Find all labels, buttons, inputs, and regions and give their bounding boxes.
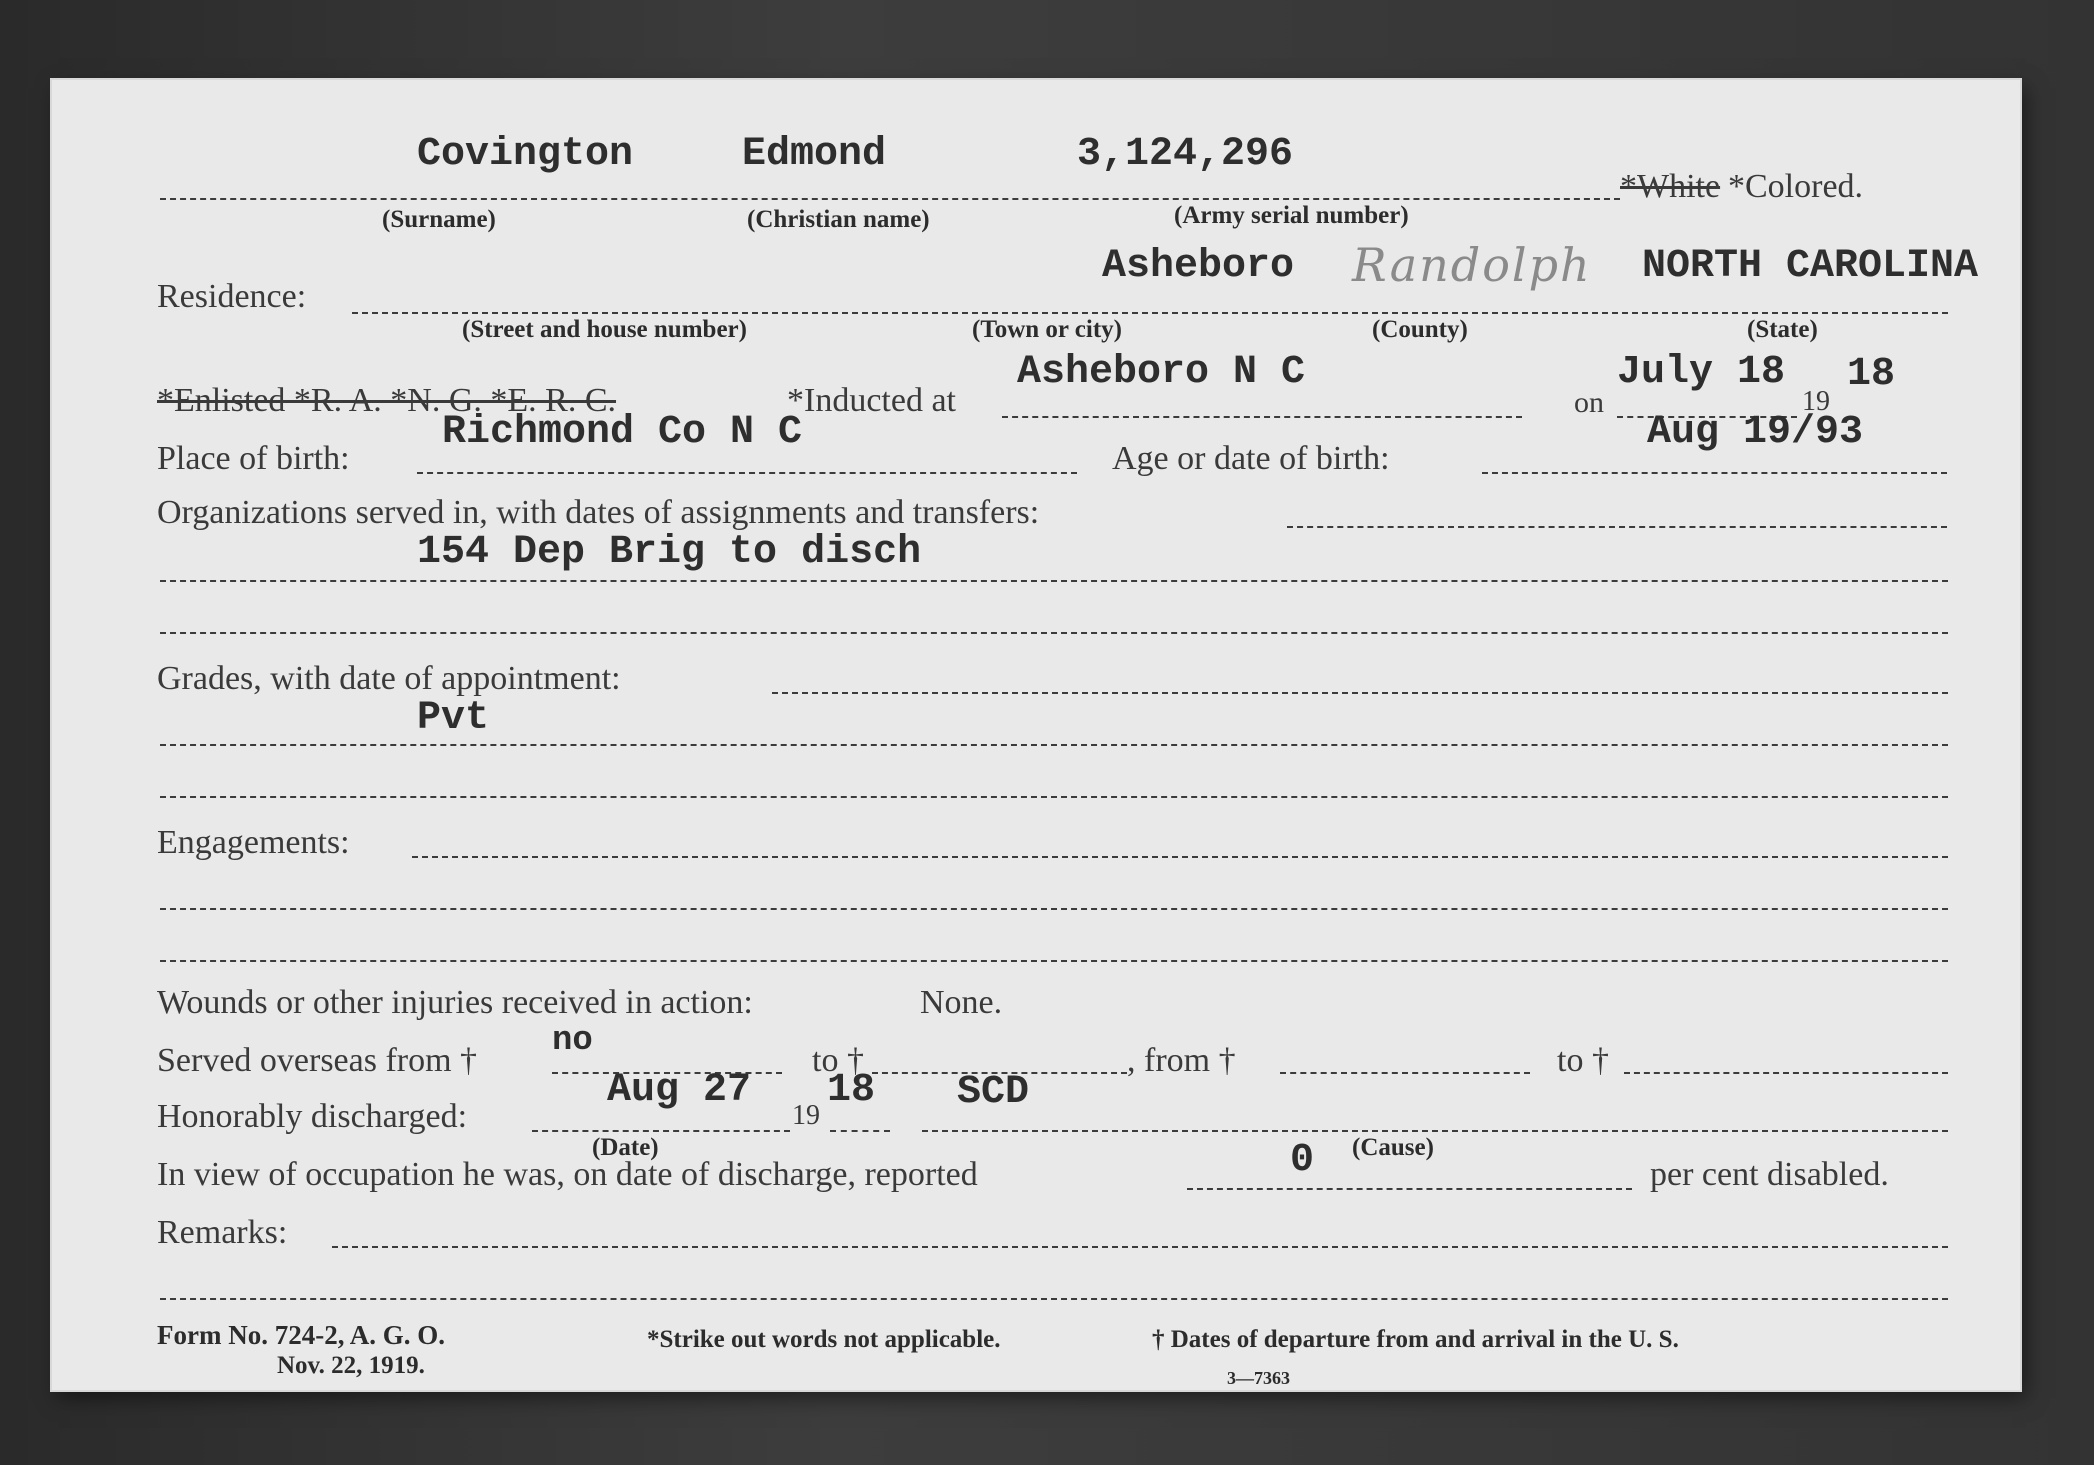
residence-label: Residence: (157, 278, 307, 315)
wounds-value: None. (920, 984, 1003, 1021)
wounds-label: Wounds or other injuries received in action: (157, 984, 753, 1021)
overseas-from-label-2: , from † (1127, 1042, 1236, 1079)
organizations-line-1 (1287, 526, 1947, 528)
strike-note: *Strike out words not applicable. (647, 1326, 1001, 1353)
disability-value: 0 (1290, 1138, 1315, 1183)
discharge-date-line (532, 1130, 790, 1132)
on-label: on (1574, 386, 1604, 419)
engagements-line-2 (160, 908, 1948, 910)
induction-year-prefix: 19 (1802, 386, 1830, 417)
colored-label: *Colored. (1728, 168, 1864, 205)
christian-name-value: Edmond (742, 132, 887, 177)
county-caption: (County) (1372, 316, 1468, 343)
engagements-line-3 (160, 960, 1948, 962)
town-value: Asheboro (1102, 244, 1295, 289)
form-date: Nov. 22, 1919. (277, 1352, 425, 1379)
discharge-year-value: 18 (827, 1068, 876, 1113)
remarks-line-2 (160, 1298, 1948, 1300)
inducted-label: *Inducted at (787, 382, 956, 419)
print-code: 3—7363 (1227, 1368, 1290, 1388)
discharge-date-caption: (Date) (592, 1134, 659, 1161)
grades-line-2 (160, 744, 1948, 746)
surname-caption: (Surname) (382, 206, 496, 233)
overseas-from-value: no (552, 1022, 593, 1060)
date-of-birth-value: Aug 19/93 (1647, 410, 1864, 455)
form-number: Form No. 724-2, A. G. O. (157, 1320, 445, 1350)
inducted-place-value: Asheboro N C (1017, 350, 1306, 395)
induction-date-value: July 18 (1617, 350, 1786, 395)
date-of-birth-line (1482, 472, 1947, 474)
remarks-label: Remarks: (157, 1214, 288, 1251)
serial-number-value: 3,124,296 (1077, 132, 1294, 177)
surname-value: Covington (417, 132, 634, 177)
organizations-label: Organizations served in, with dates of assignments and transfers: (157, 494, 1040, 531)
discharge-date-value: Aug 27 (607, 1068, 752, 1113)
overseas-to-label-1: to † (812, 1042, 864, 1079)
engagements-line-1 (412, 856, 1948, 858)
place-of-birth-label: Place of birth: (157, 440, 350, 477)
induction-year-value: 18 (1847, 352, 1896, 397)
name-line (160, 198, 1620, 200)
organizations-line-3 (160, 632, 1948, 634)
disability-label: In view of occupation he was, on date of discharge, reported (157, 1156, 978, 1193)
struck-enlistment-types: *Enlisted *R. A. *N. G. *E. R. C. (157, 382, 617, 419)
discharge-cause-value: SCD (957, 1070, 1030, 1115)
overseas-to-label-2: to † (1557, 1042, 1609, 1079)
discharge-cause-caption: (Cause) (1352, 1134, 1434, 1161)
organizations-line-2 (160, 580, 1948, 582)
date-of-birth-label: Age or date of birth: (1112, 440, 1390, 477)
town-caption: (Town or city) (972, 316, 1122, 343)
state-value: NORTH CAROLINA (1642, 244, 1979, 289)
discharge-year-prefix: 19 (792, 1100, 820, 1131)
place-of-birth-line (417, 472, 1077, 474)
grades-line-3 (160, 796, 1948, 798)
discharge-cause-line (922, 1130, 1948, 1132)
discharged-label: Honorably discharged: (157, 1098, 468, 1135)
county-value: Randolph (1352, 238, 1592, 292)
served-overseas-label: Served overseas from † (157, 1042, 478, 1079)
grades-line-1 (772, 692, 1948, 694)
discharge-year-line (830, 1130, 890, 1132)
engagements-label: Engagements: (157, 824, 350, 861)
place-of-birth-value: Richmond Co N C (442, 410, 803, 455)
dates-note: † Dates of departure from and arrival in the U. S. (1152, 1326, 1679, 1353)
disability-suffix: per cent disabled. (1650, 1156, 1889, 1193)
remarks-line-1 (332, 1246, 1948, 1248)
serial-number-caption: (Army serial number) (1174, 202, 1409, 229)
white-label: *White (1620, 168, 1721, 205)
organizations-value: 154 Dep Brig to disch (417, 530, 922, 575)
residence-line (352, 312, 1948, 314)
service-record-card (52, 80, 2020, 1390)
inducted-line (1002, 416, 1522, 418)
grades-value: Pvt (417, 696, 490, 741)
christian-name-caption: (Christian name) (747, 206, 930, 233)
overseas-to-line-2 (1624, 1072, 1948, 1074)
state-caption: (State) (1747, 316, 1818, 343)
disability-line (1187, 1188, 1632, 1190)
street-caption: (Street and house number) (462, 316, 747, 343)
overseas-from-line-2 (1280, 1072, 1530, 1074)
grades-label: Grades, with date of appointment: (157, 660, 621, 697)
